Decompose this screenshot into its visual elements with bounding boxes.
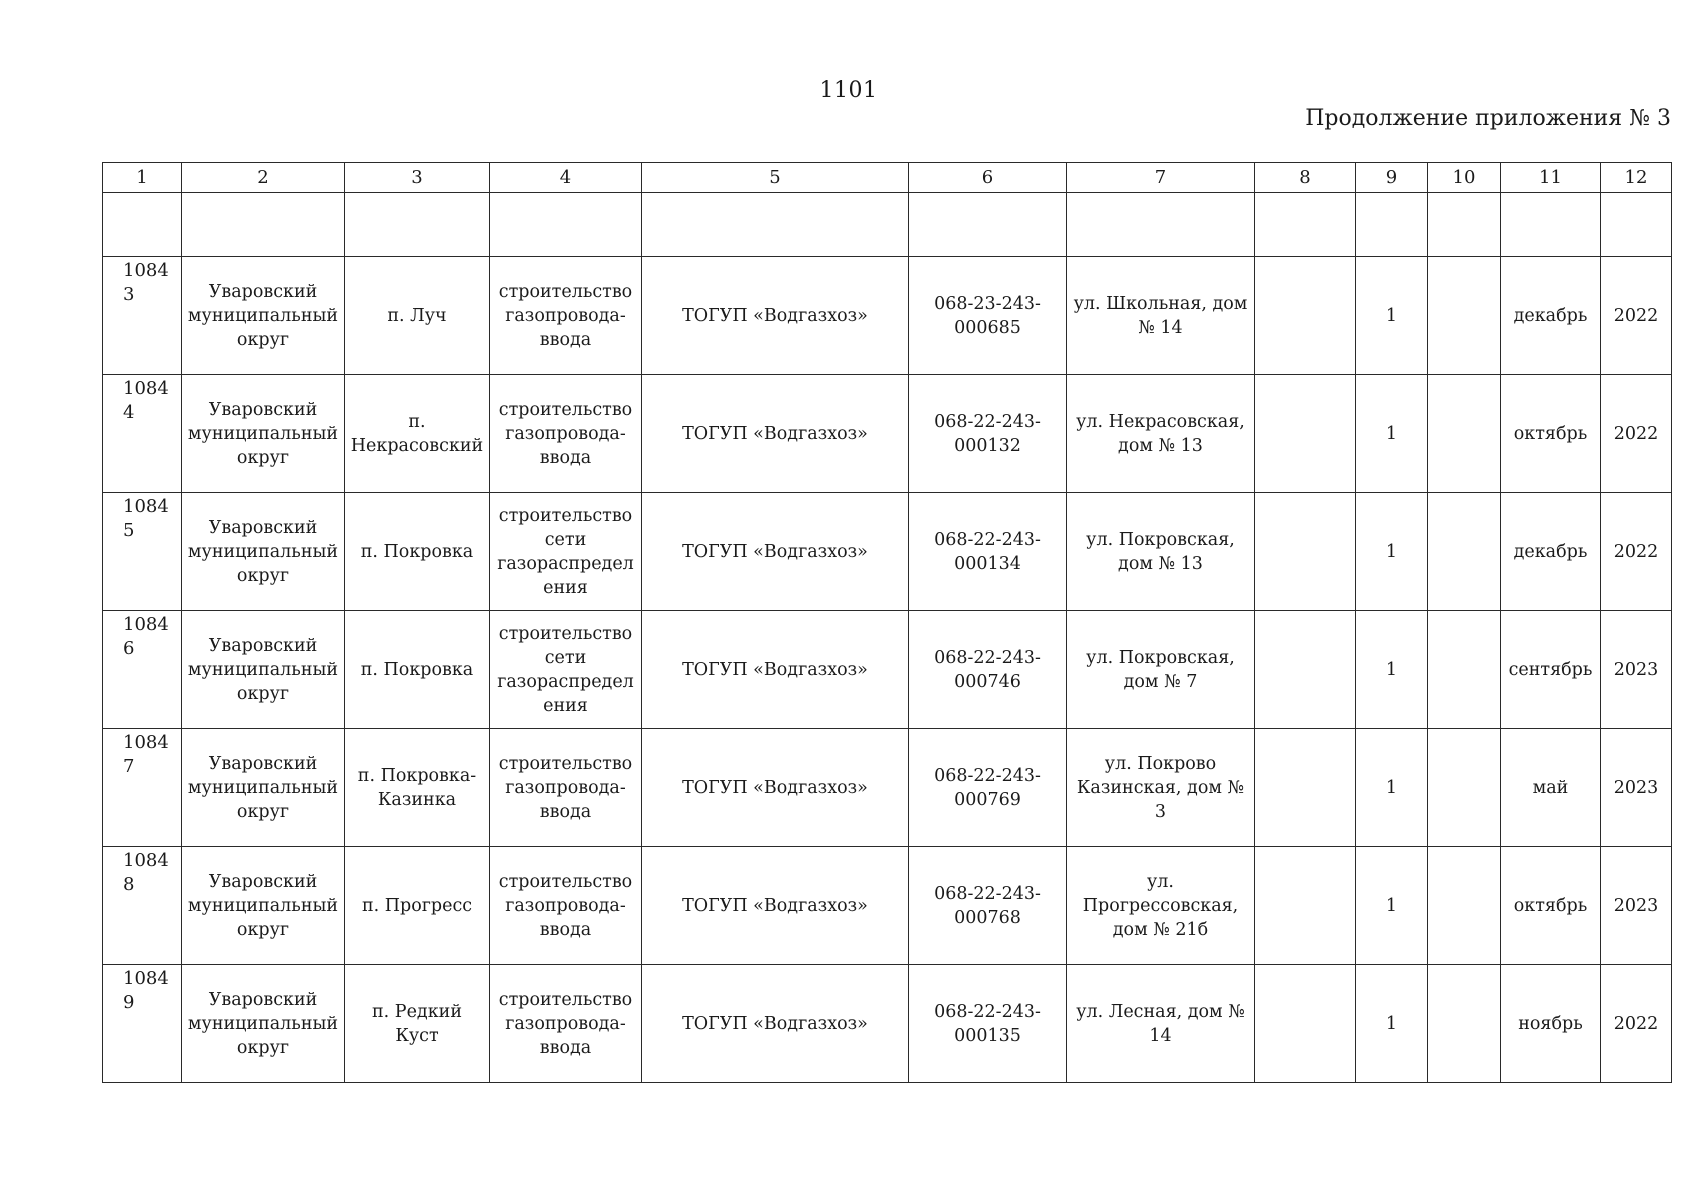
object-code-cell: [909, 257, 1067, 375]
object-code-value: 068-22-243-000746: [934, 647, 1041, 692]
blank-cell: [103, 193, 182, 257]
address-cell: ул. Школьная, дом № 14: [1067, 257, 1255, 375]
column-10-cell: [1428, 965, 1501, 1083]
year-cell: 2022: [1601, 493, 1672, 611]
organization-cell: ТОГУП «Водгазхоз»: [642, 611, 909, 729]
column-number-row: [103, 163, 1672, 193]
year-cell: 2023: [1601, 729, 1672, 847]
organization-cell: ТОГУП «Водгазхоз»: [642, 729, 909, 847]
object-code-cell: [909, 493, 1067, 611]
blank-cell: [909, 193, 1067, 257]
blank-cell: [1601, 193, 1672, 257]
column-9-cell: 1: [1356, 493, 1428, 611]
work-type-cell: строительство газопровода-ввода: [490, 729, 642, 847]
blank-cell: [345, 193, 490, 257]
blank-row: [103, 193, 1672, 257]
column-header-3: 3: [345, 163, 490, 193]
table-row: [103, 375, 1672, 493]
settlement-cell: п. Некрасовский: [345, 375, 490, 493]
column-header-10: 10: [1428, 163, 1501, 193]
month-cell: май: [1501, 729, 1601, 847]
blank-cell: [1067, 193, 1255, 257]
table-row: [103, 611, 1672, 729]
blank-cell: [1428, 193, 1501, 257]
column-9-cell: 1: [1356, 729, 1428, 847]
column-8-cell: [1255, 965, 1356, 1083]
district-cell: Уваровский муниципальный округ: [182, 847, 345, 965]
column-9-cell: 1: [1356, 257, 1428, 375]
district-cell: Уваровский муниципальный округ: [182, 375, 345, 493]
district-cell: Уваровский муниципальный округ: [182, 257, 345, 375]
column-10-cell: [1428, 257, 1501, 375]
column-header-8: 8: [1255, 163, 1356, 193]
blank-cell: [182, 193, 345, 257]
month-cell: сентябрь: [1501, 611, 1601, 729]
column-header-6: 6: [909, 163, 1067, 193]
table-row: [103, 965, 1672, 1083]
column-header-11: 11: [1501, 163, 1601, 193]
column-9-cell: 1: [1356, 847, 1428, 965]
table-row: [103, 257, 1672, 375]
year-cell: 2022: [1601, 257, 1672, 375]
settlement-cell: п. Покровка-Казинка: [345, 729, 490, 847]
appendix-table: [102, 162, 1672, 1083]
row-number: 10844: [103, 375, 182, 493]
object-code-value: 068-22-243-000132: [934, 411, 1041, 456]
settlement-cell: п. Редкий Куст: [345, 965, 490, 1083]
organization-cell: ТОГУП «Водгазхоз»: [642, 257, 909, 375]
object-code-cell: [909, 729, 1067, 847]
object-code-value: 068-23-243-000685: [934, 293, 1041, 338]
settlement-cell: п. Луч: [345, 257, 490, 375]
column-8-cell: [1255, 375, 1356, 493]
blank-cell: [1356, 193, 1428, 257]
column-header-5: 5: [642, 163, 909, 193]
work-type-cell: строительство сети газораспределения: [490, 611, 642, 729]
column-8-cell: [1255, 611, 1356, 729]
column-header-9: 9: [1356, 163, 1428, 193]
year-cell: 2022: [1601, 375, 1672, 493]
object-code-value: 068-22-243-000134: [934, 529, 1041, 574]
month-cell: октябрь: [1501, 375, 1601, 493]
month-cell: декабрь: [1501, 257, 1601, 375]
column-8-cell: [1255, 729, 1356, 847]
table-row: [103, 493, 1672, 611]
column-8-cell: [1255, 257, 1356, 375]
row-number: 10847: [103, 729, 182, 847]
object-code-cell: [909, 375, 1067, 493]
column-10-cell: [1428, 847, 1501, 965]
work-type-cell: строительство газопровода-ввода: [490, 257, 642, 375]
address-cell: ул. Покровская, дом № 13: [1067, 493, 1255, 611]
blank-cell: [1255, 193, 1356, 257]
object-code-cell: [909, 611, 1067, 729]
column-8-cell: [1255, 493, 1356, 611]
work-type-cell: строительство газопровода-ввода: [490, 375, 642, 493]
column-9-cell: 1: [1356, 611, 1428, 729]
address-cell: ул. Некрасовская, дом № 13: [1067, 375, 1255, 493]
organization-cell: ТОГУП «Водгазхоз»: [642, 965, 909, 1083]
column-header-2: 2: [182, 163, 345, 193]
month-cell: ноябрь: [1501, 965, 1601, 1083]
column-header-1: 1: [103, 163, 182, 193]
year-cell: 2023: [1601, 611, 1672, 729]
table-row: [103, 847, 1672, 965]
work-type-cell: строительство газопровода-ввода: [490, 965, 642, 1083]
organization-cell: ТОГУП «Водгазхоз»: [642, 847, 909, 965]
district-cell: Уваровский муниципальный округ: [182, 611, 345, 729]
blank-cell: [1501, 193, 1601, 257]
column-10-cell: [1428, 729, 1501, 847]
blank-cell: [642, 193, 909, 257]
row-number: 10846: [103, 611, 182, 729]
object-code-value: 068-22-243-000768: [934, 883, 1041, 928]
column-header-7: 7: [1067, 163, 1255, 193]
column-header-12: 12: [1601, 163, 1672, 193]
settlement-cell: п. Покровка: [345, 493, 490, 611]
column-10-cell: [1428, 375, 1501, 493]
address-cell: ул. Лесная, дом № 14: [1067, 965, 1255, 1083]
column-header-4: 4: [490, 163, 642, 193]
month-cell: декабрь: [1501, 493, 1601, 611]
address-cell: ул. Покровская, дом № 7: [1067, 611, 1255, 729]
organization-cell: ТОГУП «Водгазхоз»: [642, 493, 909, 611]
object-code-cell: [909, 847, 1067, 965]
table-row: [103, 729, 1672, 847]
column-8-cell: [1255, 847, 1356, 965]
row-number: 10845: [103, 493, 182, 611]
appendix-continuation-label: Продолжение приложения № 3: [1305, 106, 1671, 131]
column-9-cell: 1: [1356, 965, 1428, 1083]
column-10-cell: [1428, 611, 1501, 729]
row-number: 10849: [103, 965, 182, 1083]
settlement-cell: п. Прогресс: [345, 847, 490, 965]
organization-cell: ТОГУП «Водгазхоз»: [642, 375, 909, 493]
month-cell: октябрь: [1501, 847, 1601, 965]
work-type-cell: строительство сети газораспределения: [490, 493, 642, 611]
object-code-cell: [909, 965, 1067, 1083]
column-10-cell: [1428, 493, 1501, 611]
address-cell: ул. Прогрессовская, дом № 21б: [1067, 847, 1255, 965]
address-cell: ул. Покрово Казинская, дом № 3: [1067, 729, 1255, 847]
year-cell: 2023: [1601, 847, 1672, 965]
district-cell: Уваровский муниципальный округ: [182, 729, 345, 847]
object-code-value: 068-22-243-000769: [934, 765, 1041, 810]
column-9-cell: 1: [1356, 375, 1428, 493]
district-cell: Уваровский муниципальный округ: [182, 965, 345, 1083]
settlement-cell: п. Покровка: [345, 611, 490, 729]
blank-cell: [490, 193, 642, 257]
district-cell: Уваровский муниципальный округ: [182, 493, 345, 611]
year-cell: 2022: [1601, 965, 1672, 1083]
row-number: 10848: [103, 847, 182, 965]
row-number: 10843: [103, 257, 182, 375]
page-number: 1101: [819, 78, 878, 103]
object-code-value: 068-22-243-000135: [934, 1001, 1041, 1046]
work-type-cell: строительство газопровода-ввода: [490, 847, 642, 965]
